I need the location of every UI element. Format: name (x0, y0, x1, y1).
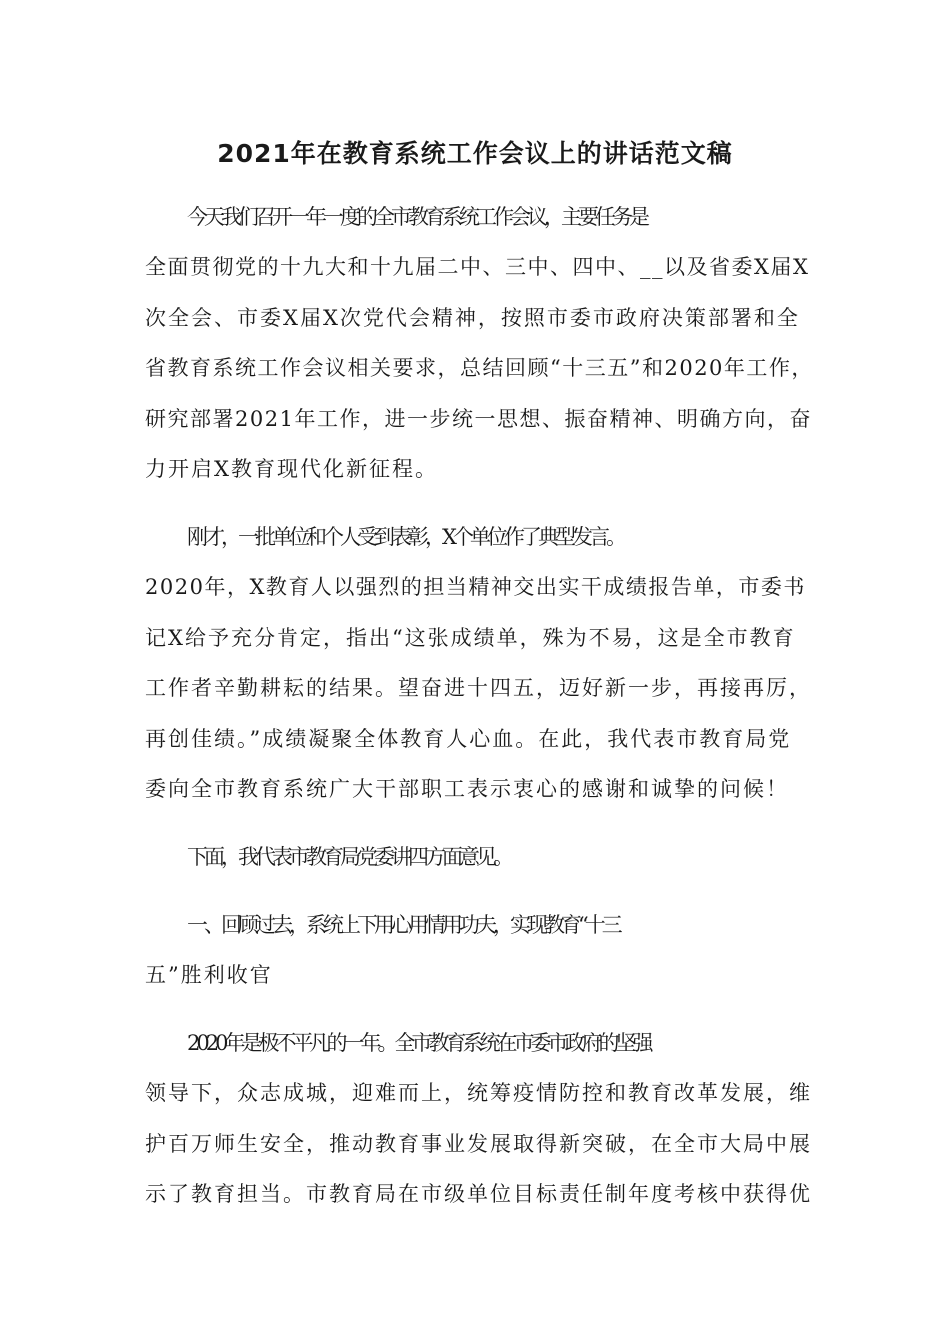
paragraph-2-line-3: 记X给予充分肯定，指出“这张成绩单，殊为不易，这是全市教育 (145, 626, 796, 650)
paragraph-5-line-2: 领导下，众志成城，迎难而上，统筹疫情防控和教育改革发展，维 (145, 1081, 812, 1105)
paragraph-2-line-6: 委向全市教育系统广大干部职工表示衷心的感谢和诚挚的问候！ (145, 777, 789, 801)
document-title: 2021年在教育系统工作会议上的讲话范文稿 (217, 139, 733, 168)
paragraph-1-line-6: 力开启X教育现代化新征程。 (145, 457, 438, 481)
paragraph-5-line-4: 示了教育担当。市教育局在市级单位目标责任制年度考核中获得优 (145, 1182, 812, 1206)
section-heading-line-1: 一、回顾过去，系统上下用心用情用功夫，实现教育“十三 (187, 913, 619, 937)
paragraph-3-line-1: 下面，我代表市教育局党委讲四方面意见。 (187, 845, 510, 869)
paragraph-5-line-1: 2020年是极不平凡的一年。全市教育系统在市委市政府的坚强 (187, 1031, 650, 1055)
paragraph-1-line-2: 全面贯彻党的十九大和十九届二中、三中、四中、__以及省委X届X (145, 255, 810, 279)
paragraph-1-line-1: 今天我们召开一年一度的全市教育系统工作会议，主要任务是 (187, 205, 646, 229)
paragraph-1-line-4: 省教育系统工作会议相关要求，总结回顾“十三五”和2020年工作， (145, 356, 814, 380)
section-heading-line-2: 五”胜利收官 (145, 963, 273, 987)
paragraph-1-line-5: 研究部署2021年工作，进一步统一思想、振奋精神、明确方向，奋 (145, 407, 812, 431)
paragraph-2-line-1: 刚才，一批单位和个人受到表彰，X个单位作了典型发言。 (187, 525, 623, 549)
paragraph-2-line-4: 工作者辛勤耕耘的结果。望奋进十四五，迈好新一步，再接再厉， (145, 676, 812, 700)
paragraph-1-line-3: 次全会、市委X届X次党代会精神，按照市委市政府决策部署和全 (145, 306, 800, 330)
paragraph-2-line-5: 再创佳绩。”成绩凝聚全体教育人心血。在此，我代表市教育局党 (145, 727, 792, 751)
paragraph-2-line-2: 2020年，X教育人以强烈的担当精神交出实干成绩报告单，市委书 (145, 575, 806, 599)
paragraph-5-line-3: 护百万师生安全，推动教育事业发展取得新突破，在全市大局中展 (145, 1132, 812, 1156)
